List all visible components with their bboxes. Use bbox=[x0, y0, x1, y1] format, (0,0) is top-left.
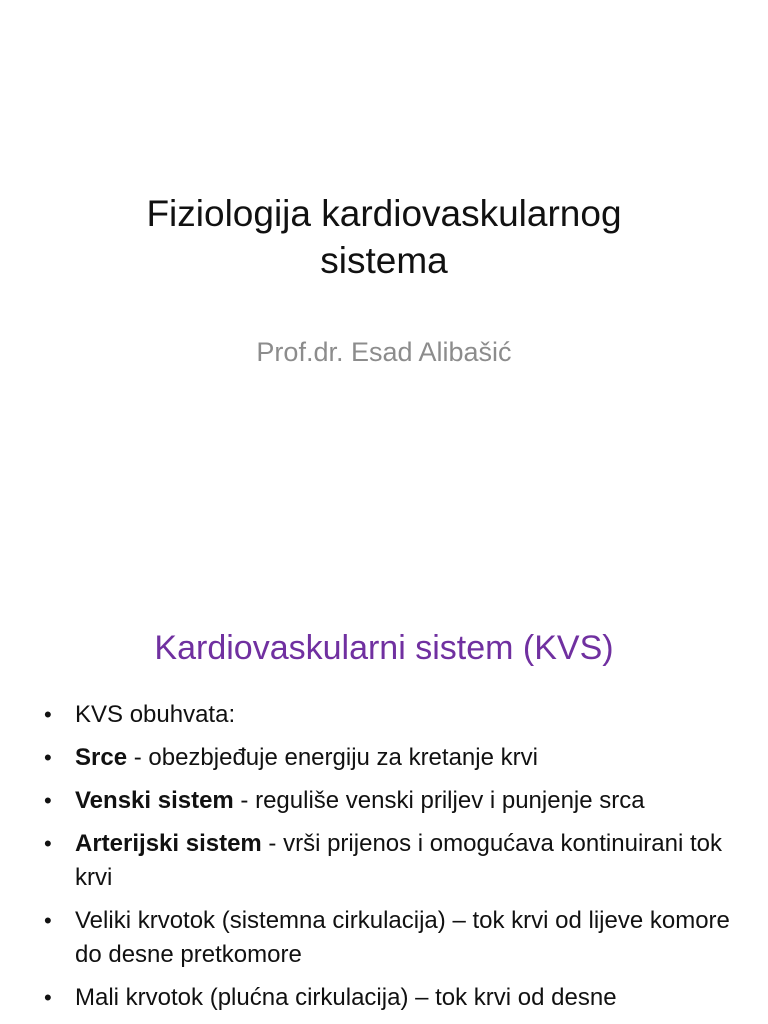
bullet-item bbox=[44, 827, 744, 895]
bullet-item bbox=[44, 904, 744, 972]
slide-title-heading bbox=[40, 190, 728, 284]
bullet-icon: • bbox=[44, 702, 52, 727]
bullet-icon: • bbox=[44, 908, 52, 933]
bullet-item bbox=[44, 741, 744, 775]
bullet-item bbox=[44, 981, 744, 1015]
bullet-text: - reguliše venski priljev i punjenje srca bbox=[233, 787, 645, 814]
bullet-icon: • bbox=[44, 788, 52, 813]
bullet-icon: • bbox=[44, 831, 52, 856]
bullet-text: KVS obuhvata: bbox=[75, 701, 236, 728]
slide-heading: Kardiovaskularni sistem (KVS) bbox=[154, 629, 614, 667]
bullet-bold-term: Srce bbox=[75, 744, 128, 771]
bullet-item bbox=[44, 784, 744, 818]
bullet-text: - vrši prijenos i omogućava kontinuirani tok krvi bbox=[75, 830, 722, 891]
slide-subtitle: Prof.dr. Esad Alibašić bbox=[256, 337, 512, 367]
bullet-icon: • bbox=[44, 985, 52, 1010]
bullet-text: Veliki krvotok (sistemna cirkulacija) – tok krvi od lijeve komore do desne pretkomore bbox=[75, 907, 730, 968]
bullet-list bbox=[44, 698, 744, 1024]
bullet-bold-term: Venski sistem bbox=[75, 787, 234, 814]
bullet-text: - obezbjeđuje energiju za kretanje krvi bbox=[127, 744, 538, 771]
bullet-text: Mali krvotok (plućna cirkulacija) – tok krvi od desne bbox=[75, 984, 617, 1011]
title-line-2: sistema bbox=[320, 240, 448, 281]
bullet-bold-term: Arterijski sistem bbox=[75, 830, 262, 857]
bullet-icon: • bbox=[44, 745, 52, 770]
title-line-1: Fiziologija kardiovaskularnog bbox=[146, 193, 622, 234]
slide-content bbox=[0, 576, 768, 1024]
bullet-item bbox=[44, 698, 744, 732]
